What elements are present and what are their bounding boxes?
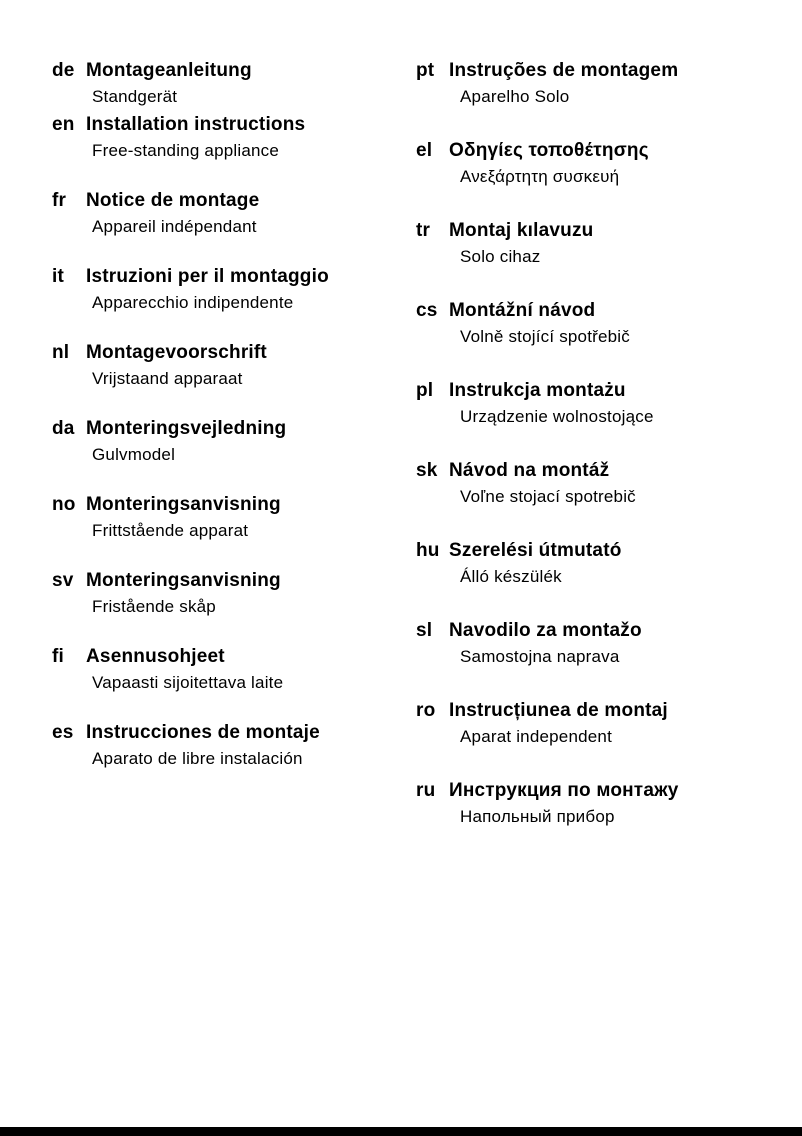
language-code: ro: [416, 700, 436, 721]
language-subtitle: Free-standing appliance: [92, 141, 279, 160]
language-entry-sl: [416, 618, 766, 670]
language-title-line: [416, 618, 766, 644]
language-title: Instrucțiunea de montaj: [449, 700, 668, 721]
language-entry-el: [416, 138, 766, 190]
language-title-line: [52, 58, 416, 84]
language-subtitle: Urządzenie wolnostojące: [460, 407, 654, 426]
language-entry-de: [52, 58, 416, 110]
language-code: nl: [52, 342, 70, 363]
language-title: Montážní návod: [449, 300, 596, 321]
page-bottom-bar: [0, 1127, 802, 1136]
language-title-line: [416, 778, 766, 804]
language-code: fi: [52, 646, 65, 667]
language-subtitle: Gulvmodel: [92, 445, 176, 464]
language-code: el: [416, 140, 433, 161]
language-title: Instrukcja montażu: [449, 380, 626, 401]
language-title: Installation instructions: [86, 114, 306, 135]
language-title-line: [52, 112, 416, 138]
language-title: Monteringsanvisning: [86, 570, 281, 591]
language-title-line: [416, 58, 766, 84]
language-code: de: [52, 60, 75, 81]
language-subtitle: Vrijstaand apparaat: [92, 369, 243, 388]
language-entry-fi: [52, 644, 416, 696]
language-entry-sk: [416, 458, 766, 510]
language-title-line: [52, 188, 416, 214]
language-subtitle: Aparelho Solo: [460, 87, 570, 106]
language-code: hu: [416, 540, 440, 561]
language-title-line: [52, 492, 416, 518]
language-entry-pt: [416, 58, 766, 110]
language-title: Montagevoorschrift: [86, 342, 267, 363]
left-column: [52, 58, 416, 858]
language-title: Návod na montáž: [449, 460, 610, 481]
language-entry-tr: [416, 218, 766, 270]
language-title-line: [416, 378, 766, 404]
language-subtitle: Álló készülék: [460, 567, 562, 586]
language-title-line: [416, 298, 766, 324]
right-column: [416, 58, 766, 858]
language-code: es: [52, 722, 74, 743]
language-code: pt: [416, 60, 435, 81]
language-subtitle: Aparato de libre instalación: [92, 749, 303, 768]
language-subtitle: Volně stojící spotřebič: [460, 327, 630, 346]
language-title-line: [52, 340, 416, 366]
language-subtitle: Apparecchio indipendente: [92, 293, 294, 312]
language-subtitle: Solo cihaz: [460, 247, 541, 266]
language-title-line: [416, 538, 766, 564]
language-entry-hu: [416, 538, 766, 590]
language-title: Instruções de montagem: [449, 60, 679, 81]
language-entry-da: [52, 416, 416, 468]
language-code: pl: [416, 380, 434, 401]
language-title-line: [52, 264, 416, 290]
language-title-line: [52, 720, 416, 746]
language-title: Инструкция по монтажу: [449, 780, 679, 801]
language-code: tr: [416, 220, 431, 241]
language-code: sv: [52, 570, 74, 591]
language-title: Instrucciones de montaje: [86, 722, 320, 743]
language-entry-fr: [52, 188, 416, 240]
language-code: ru: [416, 780, 436, 801]
language-title: Monteringsvejledning: [86, 418, 287, 439]
language-subtitle: Standgerät: [92, 87, 178, 106]
language-title: Οδηγίες τοποθέτησης: [449, 140, 649, 161]
language-code: en: [52, 114, 75, 135]
language-title-line: [416, 218, 766, 244]
language-subtitle: Aparat independent: [460, 727, 613, 746]
language-title: Montaj kılavuzu: [449, 220, 594, 241]
language-title-line: [52, 568, 416, 594]
language-subtitle: Appareil indépendant: [92, 217, 257, 236]
language-title: Navodilo za montažo: [449, 620, 642, 641]
language-title: Istruzioni per il montaggio: [86, 266, 329, 287]
language-title: Monteringsanvisning: [86, 494, 281, 515]
language-title-line: [416, 698, 766, 724]
language-title-line: [52, 416, 416, 442]
language-title: Montageanleitung: [86, 60, 252, 81]
language-entry-sv: [52, 568, 416, 620]
language-title: Szerelési útmutató: [449, 540, 622, 561]
language-code: no: [52, 494, 76, 515]
language-title: Notice de montage: [86, 190, 260, 211]
language-entry-ro: [416, 698, 766, 750]
language-subtitle: Напольный прибор: [460, 807, 615, 826]
language-title-line: [416, 138, 766, 164]
language-title: Asennusohjeet: [86, 646, 225, 667]
language-code: sk: [416, 460, 438, 481]
language-code: fr: [52, 190, 67, 211]
language-entry-ru: [416, 778, 766, 830]
language-title-line: [416, 458, 766, 484]
language-title-line: [52, 644, 416, 670]
language-entry-pl: [416, 378, 766, 430]
language-entry-it: [52, 264, 416, 316]
language-subtitle: Samostojna naprava: [460, 647, 620, 666]
language-code: cs: [416, 300, 438, 321]
language-subtitle: Ανεξάρτητη συσκευή: [460, 167, 620, 186]
language-subtitle: Voľne stojací spotrebič: [460, 487, 636, 506]
language-entry-no: [52, 492, 416, 544]
language-subtitle: Frittstående apparat: [92, 521, 249, 540]
language-subtitle: Vapaasti sijoitettava laite: [92, 673, 284, 692]
language-code: da: [52, 418, 75, 439]
language-entry-es: [52, 720, 416, 772]
language-subtitle: Fristående skåp: [92, 597, 216, 616]
language-entry-en: [52, 112, 416, 164]
language-entry-cs: [416, 298, 766, 350]
language-code: sl: [416, 620, 433, 641]
language-code: it: [52, 266, 65, 287]
language-entry-nl: [52, 340, 416, 392]
